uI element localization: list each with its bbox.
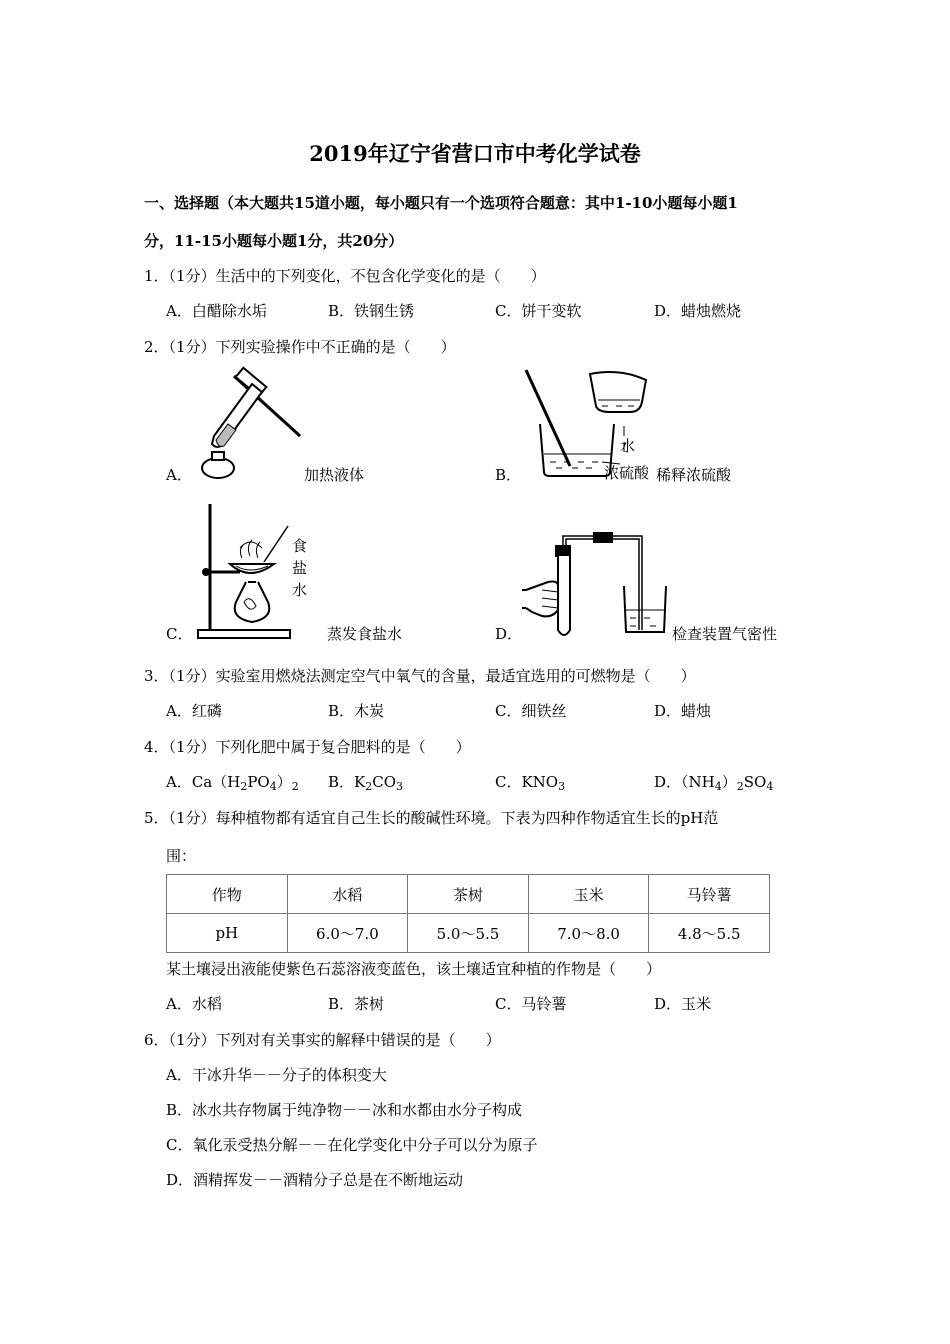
q3-option-b[interactable]: B．木炭: [328, 702, 385, 720]
q2-c-label: 食盐水: [292, 537, 308, 599]
q2-option-a-caption: 加热液体: [304, 466, 365, 484]
question-4-stem: 4．（1分）下列化肥中属于复合肥料的是（ ）: [144, 738, 471, 756]
table-cell: 4.8～5.5: [649, 914, 770, 953]
question-1-stem: 1．（1分）生活中的下列变化，不包含化学变化的是（ ）: [144, 267, 546, 285]
section-heading-line1: 一、选择题（本大题共15道小题，每小题只有一个选项符合题意：其中1-10小题每小题1: [144, 194, 738, 212]
q6-option-a[interactable]: A．干冰升华－－分子的体积变大: [166, 1066, 387, 1084]
table-header-row: [167, 875, 770, 914]
q2-option-a-letter[interactable]: A．: [166, 466, 192, 484]
q2-option-b-caption: 稀释浓硫酸: [656, 466, 732, 484]
q4-option-a[interactable]: A．$Ca(H_2PO_4)_2$: [166, 773, 299, 793]
table-cell: 马铃薯: [649, 875, 770, 914]
q1-option-b[interactable]: B．铁钢生锈: [328, 302, 415, 320]
table-cell: pH: [167, 914, 288, 953]
question-5-stem-line1: 5．（1分）每种植物都有适宜自己生长的酸碱性环境。下表为四种作物适宜生长的pH范: [144, 809, 719, 827]
q4-option-c[interactable]: C．$KNO_3$: [495, 773, 566, 793]
q6-option-c[interactable]: C．氧化汞受热分解－－在化学变化中分子可以分为原子: [166, 1136, 538, 1154]
question-5-followup: 某土壤浸出液能使紫色石蕊溶液变蓝色，该土壤适宜种植的作物是（ ）: [166, 960, 662, 978]
q1-option-a[interactable]: A．白醋除水垢: [166, 302, 267, 320]
table-cell: 7.0～8.0: [528, 914, 649, 953]
question-2-stem: 2．（1分）下列实验操作中不正确的是（ ）: [144, 338, 456, 356]
table-cell: 6.0～7.0: [287, 914, 408, 953]
q1-option-d[interactable]: D．蜡烛燃烧: [654, 302, 742, 320]
q2-option-d-letter[interactable]: D．: [495, 625, 523, 643]
q5-option-d[interactable]: D．玉米: [654, 995, 712, 1013]
q6-option-b[interactable]: B．冰水共存物属于纯净物－－冰和水都由水分子构成: [166, 1101, 523, 1119]
q4-option-d[interactable]: D．$(NH_4)_2SO_4$: [654, 773, 774, 793]
q2-option-b-letter[interactable]: B．: [495, 466, 522, 484]
q6-option-d[interactable]: D．酒精挥发－－酒精分子总是在不断地运动: [166, 1171, 464, 1189]
evaporate-salt-water-figure: [190, 498, 300, 640]
q2-option-d-caption: 检查装置气密性: [672, 625, 778, 643]
q1-option-c[interactable]: C．饼干变软: [495, 302, 582, 320]
q3-option-c[interactable]: C．细铁丝: [495, 702, 567, 720]
crop-ph-table: [166, 874, 770, 953]
question-6-stem: 6．（1分）下列对有关事实的解释中错误的是（ ）: [144, 1031, 501, 1049]
q3-option-d[interactable]: D．蜡烛: [654, 702, 712, 720]
q5-option-c[interactable]: C．马铃薯: [495, 995, 567, 1013]
q2-b-label-water: 水: [620, 437, 636, 455]
q3-option-a[interactable]: A．红磷: [166, 702, 222, 720]
q2-b-label-acid: 浓硫酸: [604, 464, 650, 482]
q4-option-b[interactable]: B．$K_2CO_3$: [328, 773, 404, 793]
table-cell: 5.0～5.5: [408, 914, 529, 953]
q2-option-c-caption: 蒸发食盐水: [327, 625, 403, 643]
table-cell: 作物: [167, 875, 288, 914]
question-3-stem: 3．（1分）实验室用燃烧法测定空气中氧气的含量，最适宜选用的可燃物是（ ）: [144, 667, 696, 685]
q5-option-b[interactable]: B．茶树: [328, 995, 385, 1013]
section-heading-line2: 分，11-15小题每小题1分，共20分）: [144, 232, 404, 250]
table-cell: 水稻: [287, 875, 408, 914]
table-cell: 玉米: [528, 875, 649, 914]
q5-option-a[interactable]: A．水稻: [166, 995, 222, 1013]
heating-liquid-figure: [190, 366, 310, 482]
page-title: 2019年辽宁省营口市中考化学试卷: [309, 141, 641, 166]
q2-option-c-letter[interactable]: C．: [166, 625, 193, 643]
question-5-stem-line2: 围：: [166, 847, 197, 865]
airtightness-check-figure: [522, 530, 672, 642]
table-row: [167, 914, 770, 953]
table-cell: 茶树: [408, 875, 529, 914]
